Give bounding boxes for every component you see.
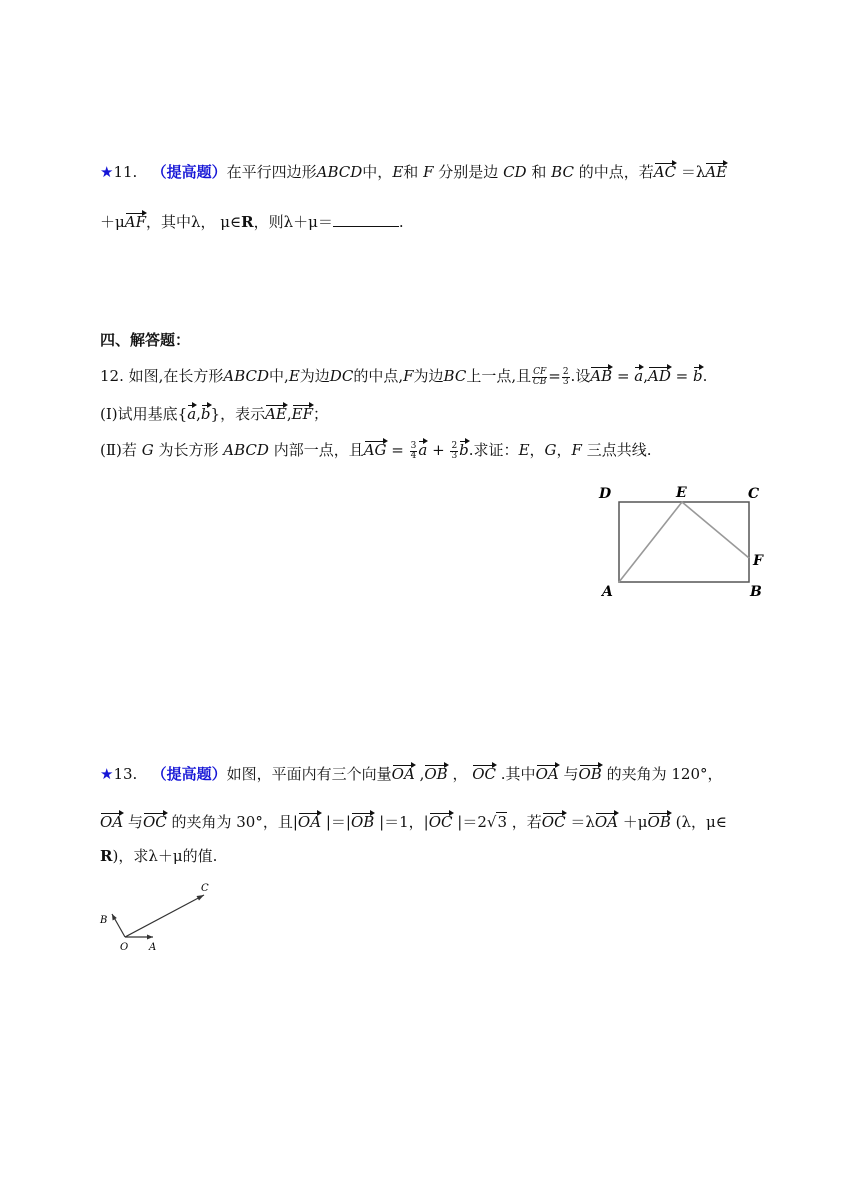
fraction-cf-cb (532, 368, 547, 387)
vector-ad: AD (648, 367, 671, 385)
q12-end: . (702, 367, 708, 385)
vector-oc: OC (541, 813, 566, 831)
q12-text: }，表示 (210, 405, 266, 423)
q11-f: F (423, 163, 434, 181)
q11-line1 (100, 162, 727, 182)
q12-text: ； (313, 405, 329, 423)
vector-ag: AG (363, 441, 387, 459)
q13-text: (λ，μ∈ (675, 813, 727, 831)
q11-line2 (100, 212, 404, 232)
q12-g: G (544, 441, 557, 459)
q12-part2: (Ⅱ)若 G 为长方形 ABCD 内部一点，且AG = $\frac{3}{4}$ a + $\frac{2}{3}$ b.求证：E，G，F 三点共线. (100, 440, 652, 461)
q11-text: 和 (403, 163, 419, 181)
q12-text: 12. 如图,在长方形 (100, 367, 224, 385)
vector-ae: AE (265, 405, 287, 423)
vector-oa: OA (535, 765, 559, 783)
q12-e: E (288, 367, 300, 385)
frac-num: 2 (451, 440, 458, 451)
q11-text: 的中点，若 (578, 163, 654, 181)
vector-oa: OA (391, 765, 415, 783)
q12-text: ， (556, 441, 572, 459)
q13-text: )，求λ＋μ的值. (112, 847, 218, 865)
q13-text: |＝| (325, 813, 351, 831)
vector-oa: OA (594, 813, 619, 831)
label-f: F (753, 553, 763, 569)
section-title: 四、解答题： (100, 331, 191, 349)
vector-ef: EF (291, 405, 314, 423)
segment-ef (682, 502, 749, 558)
segment-ae (619, 502, 682, 582)
vector-oc: OC (472, 765, 496, 783)
sqrt-3: 3 (497, 813, 507, 831)
q13-text: ＝λ (570, 813, 595, 831)
q12-intro (100, 366, 707, 387)
vector-b: b (200, 405, 211, 423)
q13-text: |＝1，| (379, 813, 429, 831)
label-o: O (120, 942, 129, 953)
frac-den: 4 (410, 450, 417, 461)
q13-r: R (100, 847, 113, 865)
q12-bc: BC (443, 367, 467, 385)
vector-ob: OB (424, 765, 448, 783)
vector-oc-arrow (125, 895, 204, 937)
q12-text: ， (529, 441, 545, 459)
rectangle-figure (590, 480, 770, 600)
vector-b: b (459, 441, 469, 459)
label-e: E (676, 485, 687, 501)
label-d: D (599, 486, 612, 502)
fraction-two-thirds (450, 442, 458, 461)
vector-a: a (418, 441, 428, 459)
vector-oa: OA (297, 813, 322, 831)
q11-cd: CD (503, 163, 527, 181)
label-b: B (750, 584, 762, 600)
q12-abcd: ABCD (223, 441, 269, 459)
vector-ac: AC (653, 163, 677, 181)
q11-e: E (392, 163, 404, 181)
q13-line1: ★13. （提高题）如图，平面内有三个向量OA ,OB ， OC .其中OA 与OB 的夹角为 120°， (100, 765, 723, 783)
q12-part1 (100, 404, 328, 424)
vector-ae: AE (705, 163, 728, 181)
q11-text: 中， (362, 163, 393, 181)
q13-text: ＋μ (622, 813, 648, 831)
q13-text: 的夹角为 120°， (606, 765, 723, 783)
frac-num: CF (533, 366, 547, 377)
q12-text: 上一点,且 (466, 367, 532, 385)
q11-eq: ＝λ (680, 163, 706, 181)
q11-text: 分别是边 (438, 163, 499, 181)
vector-a: a (187, 405, 197, 423)
q12-text: 若 (121, 441, 137, 459)
q12-f: F (403, 367, 414, 385)
vector-oc: OC (142, 813, 167, 831)
q11-text: ，其中λ， μ∈ (146, 213, 242, 231)
label-a: A (602, 584, 613, 600)
part1-label: (Ⅰ) (100, 405, 118, 423)
q13-text: 与 (563, 765, 579, 783)
part2-label: (Ⅱ) (100, 441, 122, 459)
vector-ob: OB (350, 813, 375, 831)
q12-text: 的中点, (353, 367, 404, 385)
q12-comma: , (286, 405, 292, 423)
vector-ab: AB (590, 367, 613, 385)
q12-text: 为边 (413, 367, 444, 385)
q12-dc: DC (329, 367, 354, 385)
frac-den: 3 (562, 376, 569, 387)
q13-text: 与 (127, 813, 143, 831)
q11-end: . (398, 213, 404, 231)
q12-e: E (518, 441, 530, 459)
label-c: C (748, 486, 760, 502)
q12-text: .设 (570, 367, 591, 385)
q12-abcd: ABCD (223, 367, 270, 385)
q11-plus-mu: ＋μ (100, 213, 125, 231)
vector-figure (95, 880, 225, 955)
answer-blank[interactable] (333, 214, 399, 227)
q12-eq: = (612, 367, 635, 385)
q11-r: R (241, 213, 254, 231)
q12-eq: = (548, 367, 561, 385)
q12-comma: , (643, 367, 649, 385)
q12-text: 三点共线. (586, 441, 652, 459)
q12-eq: = (670, 367, 693, 385)
q13-tag: （提高题） (151, 765, 227, 783)
q12-text: 内部一点，且 (273, 441, 364, 459)
vector-a: a (634, 367, 644, 385)
star-icon: ★ (100, 163, 114, 181)
q12-g: G (141, 441, 154, 459)
arrowhead-a (147, 935, 153, 940)
q13-text: .其中 (500, 765, 536, 783)
q13-text: |＝2 (457, 813, 487, 831)
q11-text: 和 (531, 163, 547, 181)
q12-f: F (571, 441, 582, 459)
vector-oa: OA (100, 813, 124, 831)
q13-line3 (100, 846, 217, 866)
q11-number: 11. (113, 163, 138, 181)
q12-text: 为边 (299, 367, 330, 385)
frac-den: 3 (451, 450, 458, 461)
q13-text: ，若 (511, 813, 542, 831)
q11-bc: BC (551, 163, 574, 181)
vector-ob: OB (647, 813, 671, 831)
q12-text: 试用基底{ (117, 405, 188, 423)
q12-text: .求证： (468, 441, 519, 459)
fraction-two-thirds (562, 368, 570, 387)
q12-text: 为长方形 (158, 441, 219, 459)
q13-text: 的夹角为 30°，且| (171, 813, 298, 831)
vector-b: b (693, 367, 703, 385)
arrowhead-b (112, 914, 117, 921)
q11-abcd: ABCD (316, 163, 363, 181)
star-icon: ★ (100, 765, 114, 783)
frac-num: 3 (410, 440, 417, 451)
q11-text: ，则λ＋μ＝ (253, 213, 333, 231)
q13-text: 如图，平面内有三个向量 (226, 765, 392, 783)
arrowhead-c (197, 895, 205, 901)
q12-text: 中, (269, 367, 289, 385)
label-b: B (100, 915, 108, 926)
vector-ob: OB (578, 765, 602, 783)
vector-oc: OC (428, 813, 453, 831)
q12-comma: , (196, 405, 201, 423)
fraction-three-quarters (410, 442, 418, 461)
q13-number: 13. (113, 765, 138, 783)
vector-af: AF (124, 213, 146, 231)
label-a: A (149, 942, 157, 953)
q13-line2: OA 与OC 的夹角为 30°，且|OA |＝|OB |＝1，|OC |＝2√3 ，若OC ＝λOA ＋μOB (λ，μ∈ (100, 813, 727, 831)
frac-den: CB (532, 376, 547, 387)
label-c: C (201, 883, 209, 894)
q11-tag: （提高题） (151, 163, 227, 181)
frac-num: 2 (562, 366, 569, 377)
q11-text: 在平行四边形 (226, 163, 317, 181)
